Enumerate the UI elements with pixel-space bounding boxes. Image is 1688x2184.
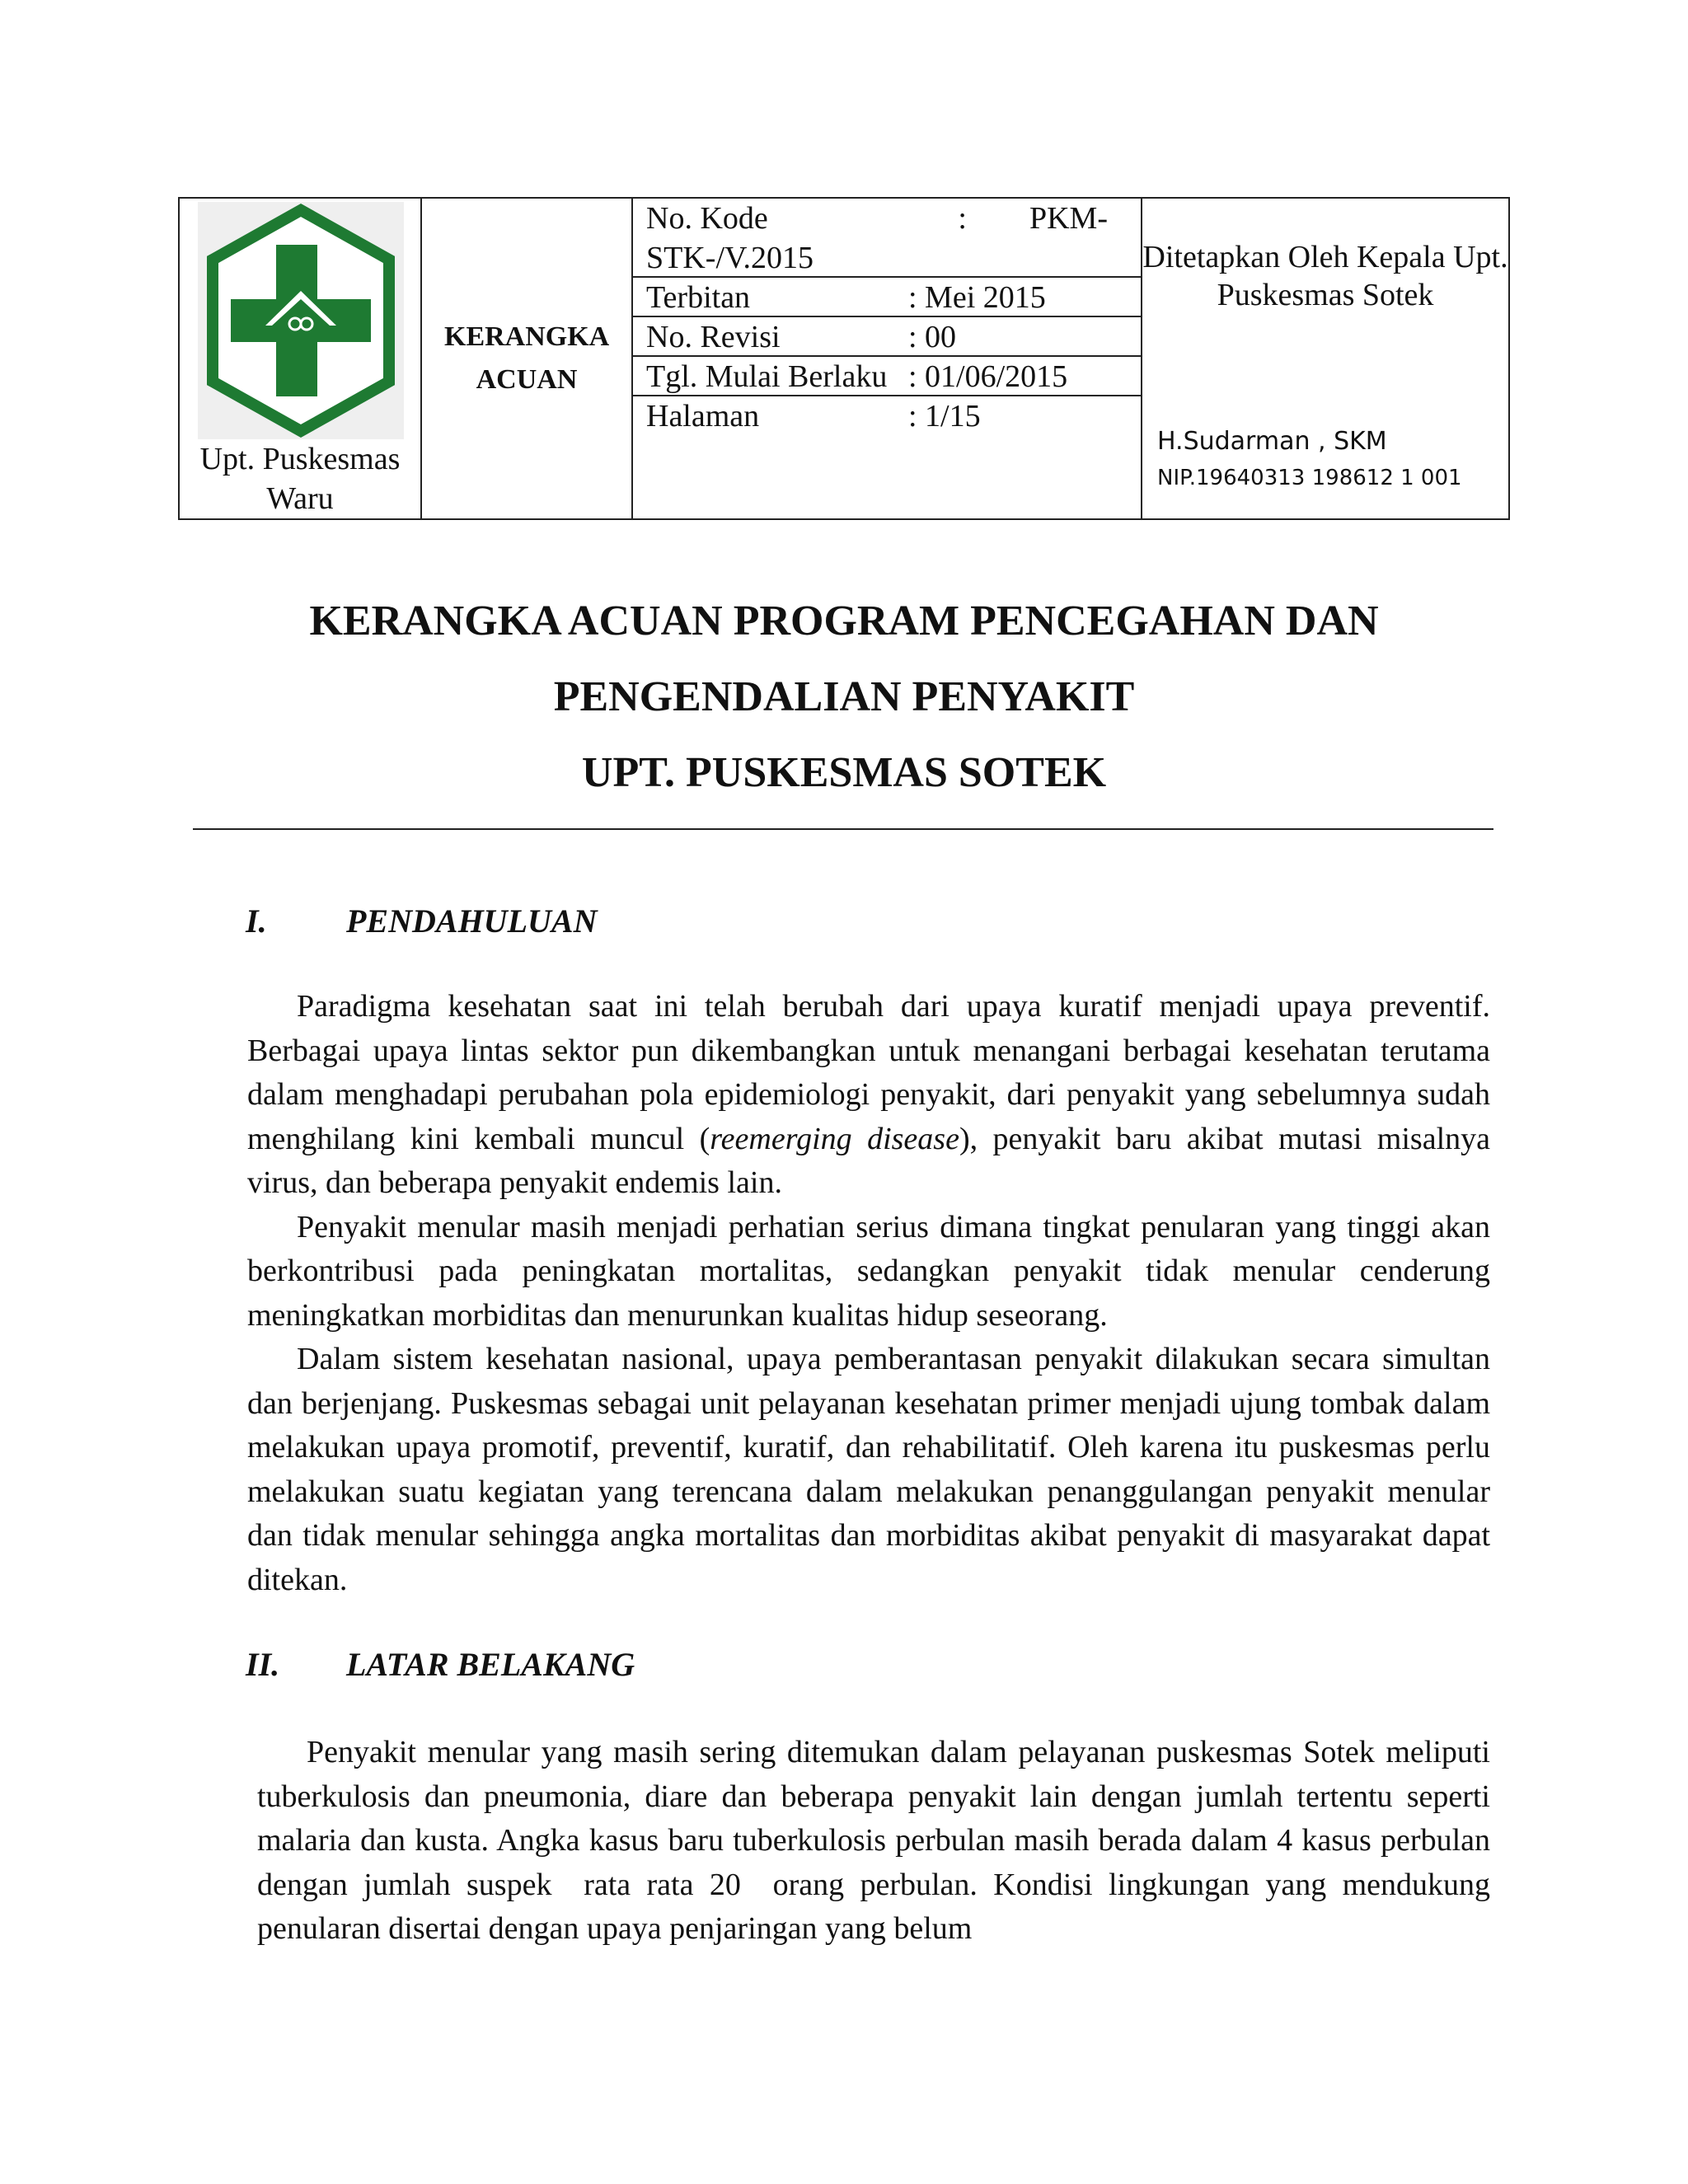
- kode-value-cont: STK-/V.2015: [646, 241, 814, 275]
- tgl-value: : 01/06/2015: [908, 359, 1068, 394]
- section-title: PENDAHULUAN: [346, 902, 598, 940]
- section-heading-2: [246, 1645, 635, 1685]
- kode-label: No. Kode: [646, 201, 768, 236]
- puskesmas-logo: [198, 202, 404, 439]
- signatory-name: H.Sudarman , SKM: [1157, 427, 1387, 456]
- section-number: II.: [246, 1646, 280, 1683]
- revisi-label: No. Revisi: [646, 320, 781, 354]
- italic-term: reemerging disease: [710, 1121, 959, 1156]
- section-title: LATAR BELAKANG: [346, 1646, 635, 1683]
- section-1-body: [247, 985, 1490, 1602]
- halaman-label: Halaman: [646, 399, 760, 434]
- kode-value: : PKM-: [958, 201, 1108, 236]
- section-number: I.: [246, 902, 267, 940]
- terbitan-row: [633, 278, 1141, 317]
- document-title-line-3: UPT. PUSKESMAS SOTEK: [581, 749, 1107, 796]
- doc-type-cell: [421, 198, 632, 519]
- logo-cell: [179, 198, 421, 519]
- kode-row: [646, 199, 1108, 278]
- tgl-label: Tgl. Mulai Berlaku: [646, 359, 888, 394]
- document-title-line-2: PENGENDALIAN PENYAKIT: [553, 673, 1135, 720]
- document-title-line-1: KERANGKA ACUAN PROGRAM PENCEGAHAN DAN: [309, 598, 1379, 644]
- title-divider: [193, 828, 1493, 830]
- halaman-row: [633, 396, 1141, 436]
- revisi-value: : 00: [908, 320, 957, 354]
- terbitan-value: : Mei 2015: [908, 280, 1046, 315]
- doc-type-label: KERANGKA ACUAN: [444, 321, 610, 395]
- paragraph: Penyakit menular masih menjadi perhatian serius dimana tingkat penularan yang tinggi akan berkontribusi pada peningkatan mortalitas, sedangkan penyakit tidak menular cenderung meningkatkan morbiditas dan menurunkan kualitas hidup seseorang.: [247, 1209, 1490, 1333]
- signature-cell: [1142, 198, 1509, 519]
- terbitan-label: Terbitan: [646, 280, 751, 315]
- section-heading-1: [246, 902, 597, 941]
- signatory-nip: NIP.19640313 198612 1 001: [1157, 466, 1462, 490]
- tgl-row: [633, 357, 1141, 396]
- document-header-table: [178, 197, 1510, 520]
- revisi-row: [633, 317, 1141, 357]
- paragraph-text: ), penyakit baru akibat mutasi misalnya virus, dan beberapa penyakit endemis lain.: [247, 1121, 1490, 1200]
- halaman-value: : 1/15: [908, 399, 981, 434]
- paragraph: Dalam sistem kesehatan nasional, upaya pemberantasan penyakit dilakukan secara simultan dan berjenjang. Puskesmas sebagai unit pelayanan kesehatan primer menjadi ujung tombak dalam melakukan upaya promotif, preventif, kuratif, dan rehabilitatif. Oleh karena itu puskesmas perlu melakukan suatu kegiatan yang terencana dalam melakukan penanggulangan penyakit menular dan tidak menular sehingga angka mortalitas dan morbiditas akibat penyakit di masyarakat dapat ditekan.: [247, 1342, 1490, 1597]
- paragraph-text: Paradigma kesehatan saat ini telah berubah dari upaya kuratif menjadi upaya preventif. Berbagai upaya lintas sektor pun dikembangkan untuk menangani berbagai kesehatan terutama dalam menghadapi perubahan pola epidemiologi penyakit, dari penyakit yang sebelumnya sudah menghilang kini kembali muncul (: [247, 989, 1490, 1156]
- section-2-body: [257, 1731, 1498, 1952]
- doc-info-cell: [632, 198, 1142, 519]
- paragraph: Penyakit menular yang masih sering ditemukan dalam pelayanan puskesmas Sotek meliputi tuberkulosis dan pneumonia, diare dan beberapa penyakit lain dengan jumlah tertentu seperti malaria dan kusta. Angka kasus baru tuberkulosis perbulan masih berada dalam 4 kasus perbulan dengan jumlah suspek rata rata 20 orang perbulan. Kondisi lingkungan yang mendukung penularan disertai dengan upaya penjaringan yang belum: [257, 1735, 1498, 1946]
- paragraph: [247, 985, 1490, 1206]
- signature-title: Ditetapkan Oleh Kepala Upt. Puskesmas Sotek: [1142, 240, 1508, 312]
- logo-caption: Upt. Puskesmas Waru: [199, 442, 401, 516]
